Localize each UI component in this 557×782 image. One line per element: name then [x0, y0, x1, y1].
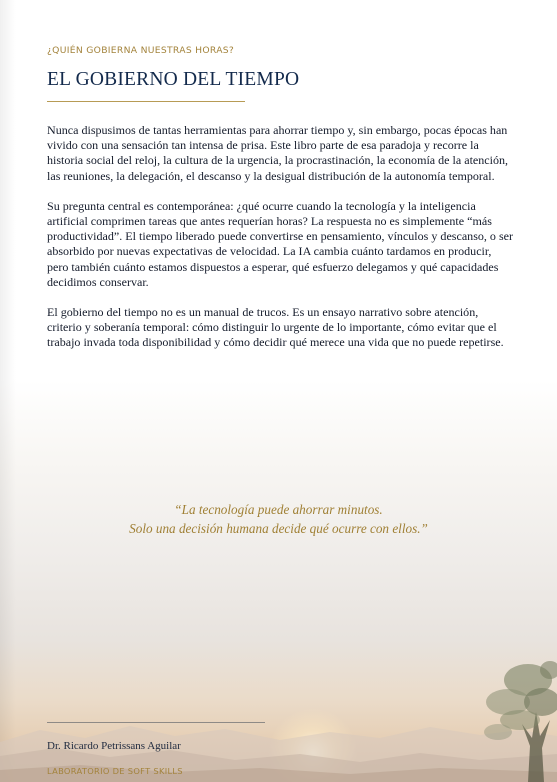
author-divider [47, 722, 265, 723]
synopsis-paragraph-1: Nunca dispusimos de tantas herramientas para ahorrar tiempo y, sin embargo, pocas épocas han vivido con una sensación tan intensa de prisa. Este libro parte de esa paradoja y recorre la historia social del reloj, la cultura de la urgencia, la procrastinación, la economía de la atención, las reuniones, la delegación, el descanso y la desigual distribución de la autonomía temporal. [47, 123, 509, 183]
author-name: Dr. Ricardo Petrissans Aguilar [47, 740, 181, 752]
synopsis-paragraph-2: Su pregunta central es contemporánea: ¿qué ocurre cuando la tecnología y la inteligencia artificial comprimen tareas que antes requerían horas? La respuesta no es simplemente “más productividad”. El tiempo liberado puede convertirse en pensamiento, vínculos y descanso, o ser absorbido por nuevas expectativas de velocidad. La IA cambia cuánto tardamos en producir, pero también cuánto estamos dispuestos a esperar, qué esfuerzo delegamos y qué capacidades decidimos conservar. [47, 198, 514, 289]
pull-quote-line-1: “La tecnología puede ahorrar minutos. [174, 502, 383, 517]
olive-tree-illustration [470, 650, 557, 782]
pull-quote-line-2: Solo una decisión humana decide qué ocurre con ellos.” [129, 521, 428, 536]
pull-quote [0, 500, 557, 538]
spine-shadow [0, 0, 16, 782]
synopsis [47, 123, 515, 366]
kicker-question: ¿QUIÉN GOBIERNA NUESTRAS HORAS? [47, 45, 235, 56]
page-title: EL GOBIERNO DEL TIEMPO [47, 69, 300, 90]
publisher-label: LABORATORIO DE SOFT SKILLS [47, 766, 183, 776]
synopsis-paragraph-3: El gobierno del tiempo no es un manual de trucos. Es un ensayo narrativo sobre atención, criterio y soberanía temporal: cómo distinguir lo urgente de lo importante, cómo evitar que el trabajo invada toda disponibilidad y cómo decidir qué merece una vida que no puede repetirse. [47, 305, 504, 350]
title-divider [47, 101, 245, 102]
